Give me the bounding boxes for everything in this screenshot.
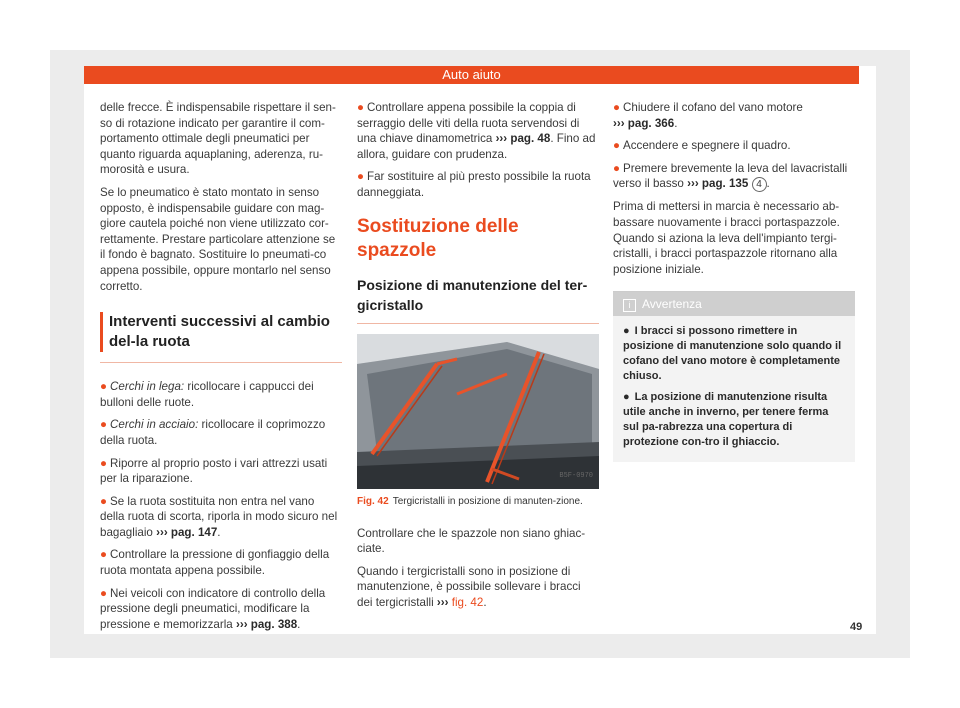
page-reference-link[interactable]: ››› pag. 388 [235, 617, 298, 631]
page-reference-link[interactable]: ››› pag. 135 [687, 177, 749, 191]
info-icon: i [623, 299, 636, 312]
callout-number: 4 [752, 177, 767, 192]
list-item: ● Premere brevemente la leva del lavacristalli verso il basso ››› pag. 135 4 . [613, 161, 848, 191]
divider [100, 362, 342, 363]
list-item: ● I bracci si possono rimettere in posizione di manutenzione solo quando il cofano del vano motore è completamente chiuso. [623, 325, 842, 383]
paragraph: Se lo pneumatico è stato montato in senso opposto, è indispensabile guidare con mag-giore cautela poiché non viene utilizzato cor-rettamente. Prestare particolare attenzione se il fondo è bagnato. Sostituire lo pneumati-co appena possibile, oppure montarlo nel senso corretto. [100, 185, 336, 293]
bullet-icon: ● [100, 586, 108, 600]
chapter-title: Sostituzione delle spazzole [357, 215, 519, 261]
list-item: ● Cerchi in lega: ricollocare i cappucci dei bulloni delle ruote. [100, 380, 314, 409]
page-header: Auto aiuto [84, 66, 859, 84]
bullet-icon: ● [100, 418, 108, 432]
page-number: 49 [850, 621, 863, 633]
bullet-icon: ● [613, 139, 621, 153]
figure-code: B5F-0970 [559, 471, 593, 480]
bullet-icon: ● [100, 380, 108, 394]
bullet-icon: ● [357, 101, 365, 114]
list-item: ● Se la ruota sostituita non entra nel vano della ruota di scorta, riporla in modo sicuro nel bagagliaio ››› pag. 147. [100, 494, 338, 539]
warning-body [613, 316, 855, 462]
list-item: ● La posizione di manutenzione risulta utile anche in inverno, per tenere ferma sul pa-rabrezza una copertura di protezione con-tro il ghiaccio. [623, 391, 829, 449]
warning-box [613, 291, 855, 462]
paragraph: Controllare che le spazzole non siano ghiac-ciate. [357, 526, 586, 556]
paragraph: Quando i tergicristalli sono in posizione di manutenzione, è possibile sollevare i bracci dei tergicristalli ››› fig. 42. [357, 564, 581, 609]
page-reference-link[interactable]: ››› pag. 48 [495, 132, 551, 146]
column-left [100, 100, 342, 639]
bullet-icon: ● [357, 170, 365, 184]
bullet-icon: ● [623, 325, 630, 338]
list-item: ● Controllare appena possibile la coppia di serraggio delle viti della ruota servendosi di una chiave dinamometrica ››› pag. 48. Fino ad allora, guidare con prudenza. [357, 101, 596, 161]
list-item: ● Riporre al proprio posto i vari attrezzi usati per la riparazione. [100, 456, 328, 486]
wiper-illustration [357, 334, 599, 489]
list-item: ● Cerchi in acciaio: ricollocare il coprimozzo della ruota. [100, 418, 326, 447]
paragraph: delle frecce. È indispensabile rispettare il sen-so di rotazione indicato per garantire il com-portamento ottimale degli pneumatici per quanto riguarda aquaplaning, aderenza, ru-morosità e usura. [100, 101, 336, 177]
bullet-icon: ● [613, 161, 621, 175]
section-title: Interventi successivi al cambio del-la ruota [100, 312, 342, 352]
divider [357, 323, 599, 324]
figure-wiper-maintenance [357, 334, 599, 489]
subsection-title: Posizione di manutenzione del ter-gicristallo [357, 276, 588, 313]
warning-header: i Avvertenza [613, 292, 855, 316]
paragraph: Prima di mettersi in marcia è necessario ab-bassare nuovamente i bracci portaspazzole. Quando si aziona la leva dell'impianto tergi-cristalli, i bracci portaspazzole ritornano alla posizione iniziale. [613, 200, 840, 276]
column-middle [357, 100, 599, 618]
column-right [613, 100, 855, 462]
bullet-icon: ● [100, 456, 108, 470]
list-item: ● Far sostituire al più presto possibile la ruota danneggiata. [357, 170, 591, 199]
figure-reference-link[interactable]: fig. 42 [451, 595, 484, 609]
figure-caption: Fig. 42 Tergicristalli in posizione di manuten-zione. [357, 495, 583, 507]
list-item: ● Nei veicoli con indicatore di controllo della pressione degli pneumatici, modificare la pressione e memorizzarla ››› pag. 388. [100, 586, 326, 631]
page-reference-link[interactable]: ››› pag. 366 [613, 116, 675, 130]
list-item: ● Controllare la pressione di gonfiaggio della ruota montata appena possibile. [100, 548, 330, 578]
bullet-icon: ● [100, 494, 108, 508]
bullet-icon: ● [100, 548, 108, 562]
bullet-icon: ● [613, 101, 621, 114]
page-reference-link[interactable]: ››› pag. 147 [156, 525, 218, 539]
bullet-icon: ● [623, 391, 630, 404]
list-item: ● Chiudere il cofano del vano motore ››› pag. 366. [613, 101, 803, 130]
list-item: ● Accendere e spegnere il quadro. [613, 139, 791, 153]
